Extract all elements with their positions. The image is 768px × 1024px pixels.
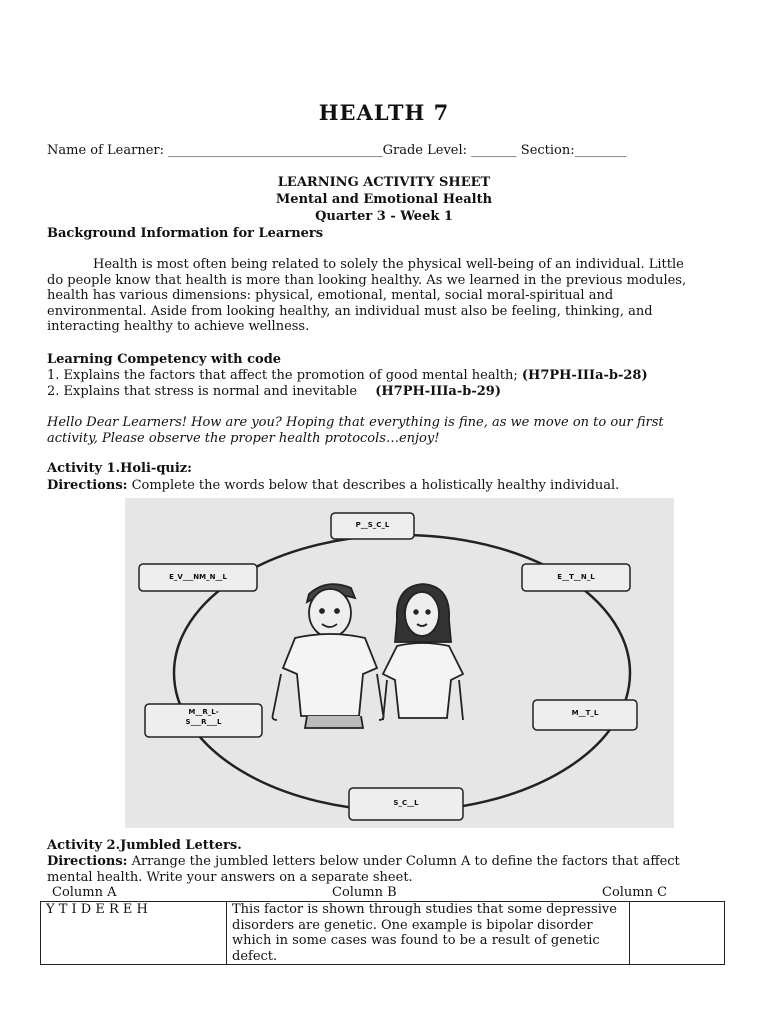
activity1-directions: [47, 478, 619, 493]
figure-illustration: [125, 498, 674, 828]
name-grade-section-line: Name of Learner: _________________________________Grade Level: _______ Section:________: [47, 143, 627, 158]
greeting-paragraph: [47, 415, 727, 446]
girl-illustration: [383, 584, 463, 720]
quarter-week: Quarter 3 - Week 1: [315, 209, 453, 224]
background-line: interacting healthy to achieve wellness.: [47, 319, 310, 335]
competency-1-text: 1. Explains the factors that affect the promotion of good mental health;: [47, 368, 518, 383]
background-line: health has various dimensions: physical, emotional, mental, social moral-spiritual and: [47, 288, 614, 304]
greeting-line: activity, Please observe the proper health protocols…enjoy!: [47, 430, 440, 446]
cell-column-c: [630, 902, 725, 965]
word-social: S_C__L: [393, 799, 419, 807]
activity2-heading: Activity 2.Jumbled Letters.: [47, 838, 242, 853]
column-a-header: Column A: [52, 885, 117, 900]
word-physical: P__S_C_L: [355, 521, 390, 529]
cell-column-a: Y T I D E R E H: [41, 902, 227, 965]
greeting-line: Hello Dear Learners! How are you? Hoping that everything is fine, as we move on to our first: [47, 415, 664, 430]
activity1-directions-text: Complete the words below that describes a holistically healthy individual.: [131, 478, 620, 493]
word-environmental: E_V___NM_N__L: [169, 573, 227, 581]
boy-illustration: [273, 584, 384, 728]
jumbled-letters-table: [40, 901, 725, 965]
background-paragraph: [47, 257, 727, 335]
competency-1-code: (H7PH-IIIa-b-28): [521, 368, 648, 383]
activity1-heading: Activity 1.Holi-quiz:: [47, 461, 192, 476]
competency-heading: Learning Competency with code: [47, 352, 282, 367]
competency-item-1: [47, 368, 648, 383]
activity2-directions-text-1: Arrange the jumbled letters below under Column A to define the factors that affect: [131, 854, 680, 869]
directions-label: Directions:: [47, 478, 128, 493]
word-mental: M__T_L: [571, 709, 599, 717]
background-heading: Background Information for Learners: [47, 226, 324, 241]
word-moral-spiritual-2: S___R___L: [185, 718, 222, 726]
activity2-directions-2: mental health. Write your answers on a separate sheet.: [47, 870, 413, 885]
activity2-directions-1: [47, 854, 680, 869]
table-row: [41, 902, 725, 965]
background-line: do people know that health is more than looking healthy. As we learned in the previous modules,: [47, 272, 687, 288]
background-line: environmental. Aside from looking healthy, an individual must also be feeling, thinking, and: [47, 303, 653, 319]
column-c-header: Column C: [602, 885, 668, 900]
directions-label: Directions:: [47, 854, 128, 869]
word-moral-spiritual-1: M__R_L-: [188, 708, 219, 716]
competency-item-2: [47, 384, 501, 399]
column-b-header: Column B: [332, 885, 397, 900]
page-title: HEALTH 7: [318, 100, 450, 125]
competency-2-text: 2. Explains that stress is normal and inevitable: [47, 384, 358, 399]
word-emotional: E__T__N_L: [557, 573, 595, 581]
sheet-title: LEARNING ACTIVITY SHEET: [277, 175, 491, 190]
competency-2-code: (H7PH-IIIa-b-29): [375, 384, 501, 399]
background-line: Health is most often being related to solely the physical well-being of an individual. Little: [93, 257, 684, 272]
subject-title: Mental and Emotional Health: [275, 192, 493, 207]
holistic-health-figure: [125, 498, 674, 828]
cell-column-b: This factor is shown through studies that some depressive disorders are genetic. One example is bipolar disorder which in some cases was found to be a result of genetic defect.: [227, 902, 630, 965]
